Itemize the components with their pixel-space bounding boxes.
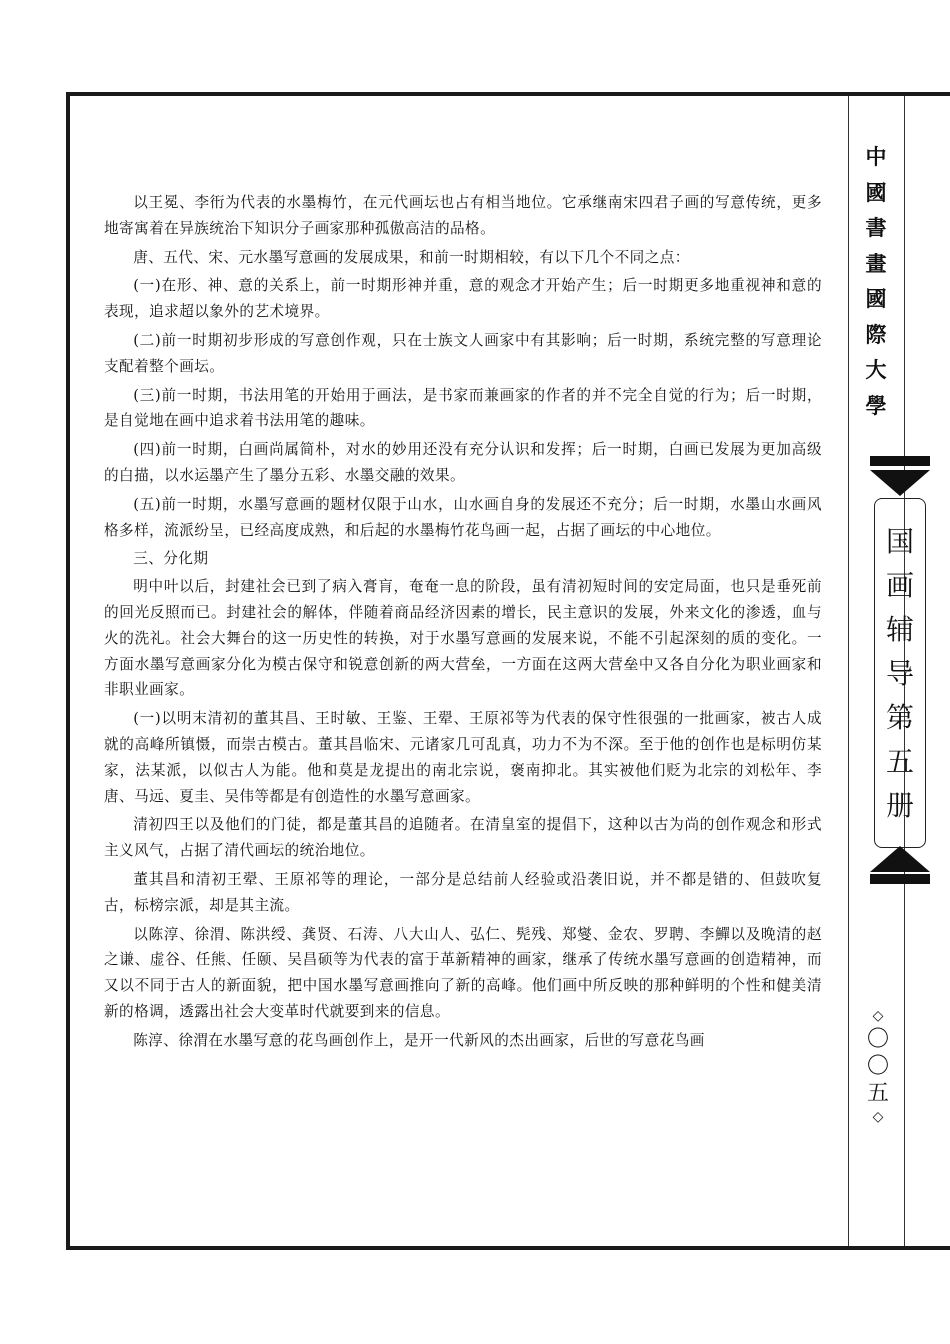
page-number-vertical <box>864 1006 892 1127</box>
paragraph: (一)以明末清初的董其昌、王时敏、王鉴、王翚、王原祁等为代表的保守性很强的一批画家，被古人成就的高峰所镇慑，而崇古模古。董其昌临宋、元诸家几可乱真，功力不为不深。至于他的创作也是标明仿某家，法某派，以似古人为能。他和莫是龙提出的南北宗说，褒南抑北。其实被他们贬为北宗的刘松年、李唐、马远、夏圭、吴伟等都是有创造性的水墨写意画家。 <box>104 710 822 805</box>
decorative-chevron-bottom <box>870 846 930 872</box>
book-title-char: 第 <box>885 701 914 734</box>
paragraph: 陈淳、徐渭在水墨写意的花鸟画创作上，是开一代新风的杰出画家，后世的写意花鸟画 <box>133 1031 705 1049</box>
book-title-char: 五 <box>885 745 914 778</box>
section-heading: 三、分化期 <box>133 550 209 568</box>
book-title-char: 国 <box>885 525 914 558</box>
university-char: 學 <box>865 393 887 418</box>
paragraph: 董其昌和清初王翚、王原祁等的理论，一部分是总结前人经验或沿袭旧说，并不都是错的、但鼓吹复古，标榜宗派，却是其主流。 <box>104 870 822 914</box>
paragraph: 以王冕、李衎为代表的水墨梅竹，在元代画坛也占有相当地位。它承继南宋四君子画的写意传统，更多地寄寓着在异族统治下知识分子画家那种孤傲高洁的品格。 <box>104 194 822 237</box>
book-title-vertical <box>874 520 926 828</box>
decorative-chevron-top <box>870 470 930 496</box>
paragraph: (二)前一时期初步形成的写意创作观，只在士族文人画家中有其影响；后一时期，系统完整的写意理论支配着整个画坛。 <box>104 331 822 375</box>
paragraph: (四)前一时期，白画尚属简朴，对水的妙用还没有充分认识和发挥；后一时期，白画已发展为更加高级的白描，以水运墨产生了墨分五彩、水墨交融的效果。 <box>104 441 822 484</box>
paragraph: 以陈淳、徐渭、陈洪绶、龚贤、石涛、八大山人、弘仁、髡残、郑燮、金农、罗聘、李鱓以及晚清的赵之谦、虚谷、任熊、任颐、吴昌硕等为代表的富于革新精神的画家，继承了传统水墨写意画的创造精神，而又以不同于古人的新面貌，把中国水墨写意画推向了新的高峰。他们画中所反映的那种鲜明的个性和健美清新的格调，透露出社会大变革时代就要到来的信息。 <box>104 925 822 1020</box>
paragraph: 唐、五代、宋、元水墨写意画的发展成果，和前一时期相较，有以下几个不同之点： <box>133 248 690 266</box>
paragraph: 清初四王以及他们的门徒，都是董其昌的追随者。在清皇室的提倡下，这种以古为尚的创作观念和形式主义风气，占据了清代画坛的统治地位。 <box>104 816 822 860</box>
university-char: 畫 <box>865 251 887 276</box>
paragraph: (一)在形、神、意的关系上，前一时期形神并重，意的观念才开始产生；后一时期更多地重视神和意的表现，追求超以象外的艺术境界。 <box>104 277 822 321</box>
decorative-bar-bottom <box>870 874 930 884</box>
paragraph: (三)前一时期，书法用笔的开始用于画法，是书家而兼画家的作者的并不完全自觉的行为；后一时期，是自觉地在画中追求着书法用笔的趣味。 <box>104 386 822 430</box>
decorative-bar-top <box>870 456 930 466</box>
university-char: 國 <box>865 287 887 311</box>
university-name-vertical <box>858 140 894 424</box>
book-title-char: 册 <box>885 789 914 822</box>
book-title-char: 画 <box>885 569 914 602</box>
paragraph: 明中叶以后，封建社会已到了病入膏肓，奄奄一息的阶段，虽有清初短时间的安定局面，也只是垂死前的回光反照而已。封建社会的解体，伴随着商品经济因素的增长，民主意识的发展，外来文化的渗透，血与火的洗礼。社会大舞台的这一历史性的转换，对于水墨写意画的发展来说，不能不引起深刻的质的变化。一方面水墨写意画家分化为模古保守和锐意创新的两大营垒，一方面在这两大营垒中又各自分化为职业画家和非职业画家。 <box>104 578 822 699</box>
page-number-char: 〇 <box>866 1027 889 1052</box>
page-number-char: 五 <box>866 1081 889 1106</box>
university-char: 大 <box>865 358 887 382</box>
margin-divider-line <box>848 96 849 1246</box>
book-title-char: 导 <box>885 657 914 690</box>
university-char: 書 <box>865 216 887 240</box>
paragraph: (五)前一时期，水墨写意画的题材仅限于山水，山水画自身的发展还不充分；后一时期，水墨山水画风格多样，流派纷呈，已经高度成熟，和后起的水墨梅竹花鸟画一起，占据了画坛的中心地位。 <box>104 495 822 539</box>
university-char: 際 <box>865 322 887 347</box>
diamond-icon: ◇ <box>872 1008 884 1024</box>
university-char: 中 <box>865 145 887 169</box>
university-char: 國 <box>865 180 887 205</box>
book-title-char: 辅 <box>885 613 914 646</box>
body-text <box>104 190 822 1057</box>
diamond-icon: ◇ <box>872 1109 884 1125</box>
page-number-char: 〇 <box>866 1054 889 1079</box>
